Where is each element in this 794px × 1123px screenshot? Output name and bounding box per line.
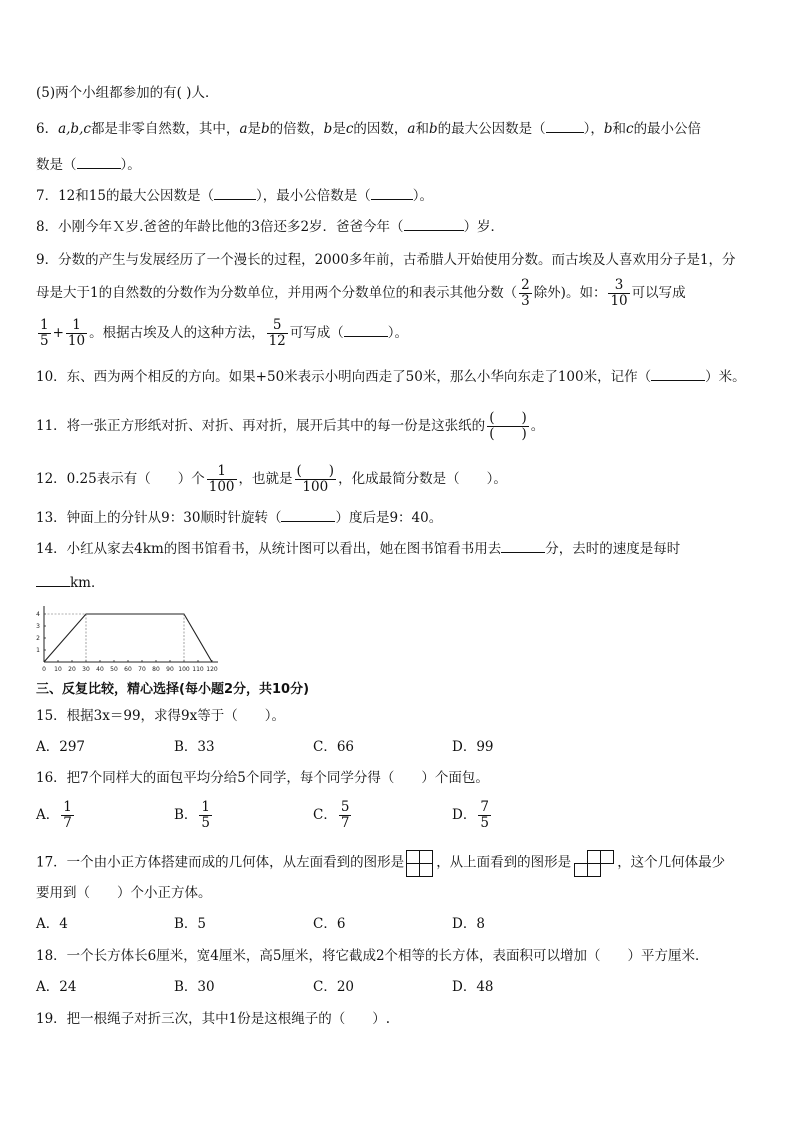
answer-blank[interactable] <box>371 199 413 200</box>
x-tick-label: 120 <box>206 666 218 673</box>
question-6-line2: 数是（ ）。 <box>36 157 141 173</box>
answer-blank[interactable] <box>214 199 256 200</box>
x-tick-label: 80 <box>152 666 160 673</box>
q16-option-c[interactable]: C． $\frac{5}{7}$ <box>313 799 350 831</box>
fraction: $\frac{2}{3}$ <box>521 277 530 309</box>
q17-option-a[interactable]: A．4 <box>36 916 68 932</box>
answer-blank[interactable] <box>501 552 545 553</box>
answer-blank[interactable] <box>546 132 584 133</box>
distance-time-chart <box>30 604 220 676</box>
fraction: $\frac{1}{5}$ <box>40 317 49 349</box>
q16-option-a[interactable]: A． $\frac{1}{7}$ <box>36 799 72 831</box>
series-line <box>44 614 212 662</box>
fraction: $\frac{1}{100}$ <box>208 463 235 495</box>
question-17-line1: 17．一个由小正方体搭建而成的几何体，从左面看到的图形是 ，从上面看到的图形是 ，这个几何体最少 <box>36 848 725 878</box>
q16-option-b[interactable]: B． $\frac{1}{5}$ <box>174 799 211 831</box>
x-tick-label: 70 <box>138 666 146 673</box>
question-19: 19．把一根绳子对折三次，其中1份是这根绳子的（ ）. <box>36 1011 391 1027</box>
answer-blank[interactable] <box>281 521 335 522</box>
question-17-line2: 要用到（ ）个小正方体。 <box>36 885 212 901</box>
q15-option-c[interactable]: C．66 <box>313 739 355 755</box>
q17-option-c[interactable]: C．6 <box>313 916 346 932</box>
x-tick-label: 40 <box>96 666 104 673</box>
q15-option-a[interactable]: A．297 <box>36 739 86 755</box>
question-8: 8．小刚今年Ｘ岁.爸爸的年龄比他的3倍还多2岁．爸爸今年（ ）岁． <box>36 219 505 235</box>
x-tick-label: 110 <box>192 666 204 673</box>
question-13: 13．钟面上的分针从9：30顺时针旋转（ ）度后是9：40。 <box>36 510 443 526</box>
q17-option-d[interactable]: D．8 <box>452 916 485 932</box>
q16-option-d[interactable]: D． $\frac{7}{5}$ <box>452 799 489 831</box>
q18-option-d[interactable]: D．48 <box>452 979 494 995</box>
q15-option-b[interactable]: B．33 <box>174 739 215 755</box>
y-tick-label: 2 <box>36 635 40 642</box>
question-18: 18．一个长方体长6厘米，宽4厘米，高5厘米，将它截成2个相等的长方体，表面积可以增加（ ）平方厘米． <box>36 948 709 964</box>
q18-option-a[interactable]: A．24 <box>36 979 77 995</box>
x-tick-label: 50 <box>110 666 118 673</box>
answer-blank[interactable] <box>344 336 388 337</box>
fraction: $\frac{( )}{( )}$ <box>489 410 527 442</box>
question-10: 10．东、西为两个相反的方向。如果+50米表示小明向西走了50米，那么小华向东走了100米，记作（ ）米。 <box>36 369 746 385</box>
answer-blank[interactable] <box>651 380 705 381</box>
fraction: $\frac{5}{12}$ <box>268 317 286 349</box>
q18-option-b[interactable]: B．30 <box>174 979 215 995</box>
q18-option-c[interactable]: C．20 <box>313 979 355 995</box>
y-tick-label: 1 <box>36 647 40 654</box>
y-tick-label: 3 <box>36 623 40 630</box>
question-9-line3: $\frac{1}{5}$ + $\frac{1}{10}$ 。根据古埃及人的这种方法， $\frac{5}{12}$ 可写成（ ）。 <box>40 317 409 349</box>
fraction: $\frac{3}{10}$ <box>610 277 628 309</box>
question-14-line2: km． <box>36 573 104 593</box>
left-view-figure <box>404 848 436 878</box>
question-6-line1: 6．a,b,c都是非零自然数，其中，a是b的倍数，b是c的因数，a和b的最大公因数是（ ），b和c的最小公倍 <box>36 121 702 137</box>
x-tick-label: 90 <box>166 666 174 673</box>
x-tick-label: 0 <box>42 666 46 673</box>
question-9-line2: 母是大于1的自然数的分数作为分数单位，并用两个分数单位的和表示其他分数（ $\frac{2}{3}$ 除外)。如： $\frac{3}{10}$ 可以写成 <box>36 277 686 309</box>
x-tick-label: 20 <box>68 666 76 673</box>
q15-option-d[interactable]: D．99 <box>452 739 494 755</box>
x-tick-label: 100 <box>178 666 190 673</box>
fraction: $\frac{1}{10}$ <box>67 317 86 349</box>
question-5-sub: (5)两个小组都参加的有( )人． <box>36 85 219 101</box>
section-3-heading: 三、反复比较，精心选择(每小题2分，共10分) <box>36 682 310 697</box>
answer-blank[interactable] <box>404 230 464 231</box>
x-tick-label: 30 <box>82 666 90 673</box>
question-7: 7．12和15的最大公因数是（ ），最小公倍数是（ ）。 <box>36 188 433 204</box>
answer-blank[interactable] <box>36 586 70 587</box>
question-9-line1: 9．分数的产生与发展经历了一个漫长的过程，2000多年前，古希腊人开始使用分数。而古埃及人喜欢用分子是1，分 <box>36 252 736 268</box>
question-15: 15．根据3x＝99，求得9x等于（ ）。 <box>36 708 286 724</box>
top-view-figure <box>571 848 617 878</box>
y-tick-label: 4 <box>36 611 40 618</box>
question-11: 11．将一张正方形纸对折、对折、再对折，展开后其中的每一份是这张纸的 $\frac{( )}{( )}$ 。 <box>36 410 545 442</box>
x-tick-label: 10 <box>54 666 62 673</box>
fraction: $\frac{( )}{100}$ <box>296 463 335 495</box>
q17-option-b[interactable]: B．5 <box>174 916 207 932</box>
answer-blank[interactable] <box>77 168 121 169</box>
question-12: 12．0.25表示有（ ）个 $\frac{1}{100}$ ，也就是 $\frac{( )}{100}$ ，化成最简分数是（ ）。 <box>36 463 507 495</box>
x-tick-label: 60 <box>124 666 132 673</box>
question-14-line1: 14．小红从家去4km的图书馆看书，从统计图可以看出，她在图书馆看书用去 分，去时的速度是每时 <box>36 541 681 557</box>
question-16: 16．把7个同样大的面包平均分给5个同学，每个同学分得（ ）个面包。 <box>36 770 489 786</box>
